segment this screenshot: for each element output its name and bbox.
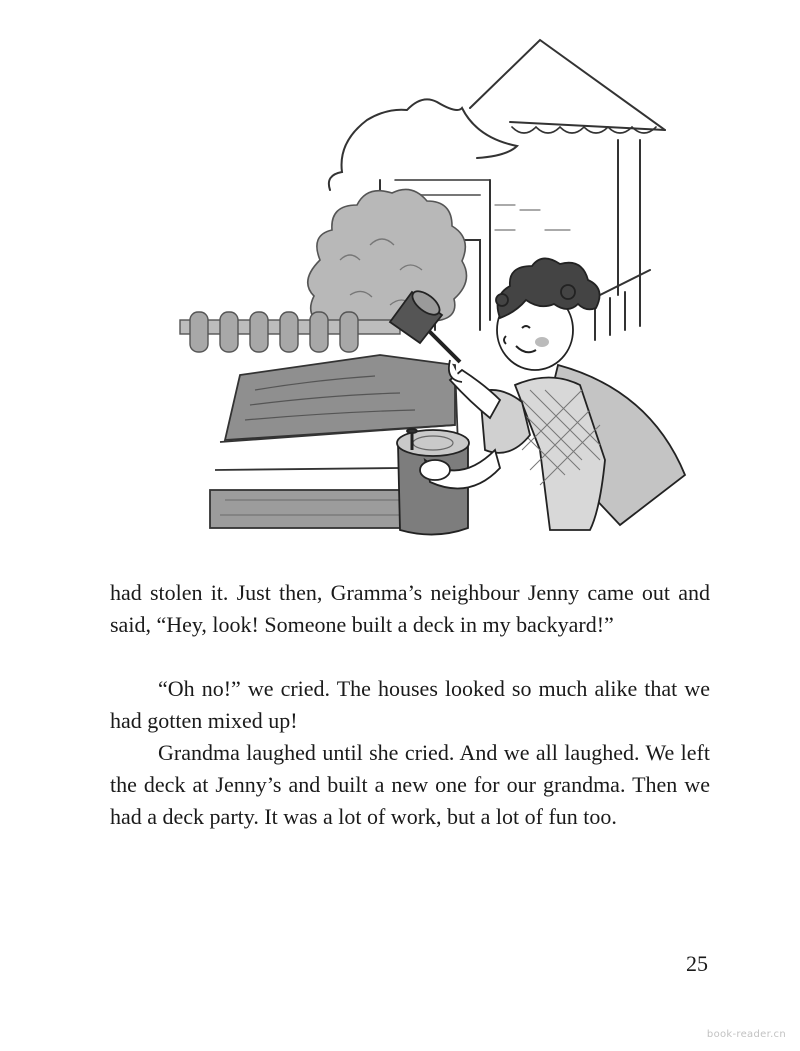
page-number: 25 bbox=[686, 951, 708, 976]
story-paragraph-2: “Oh no!” we cried. The houses looked so much alike that we had gotten mixed up! bbox=[110, 676, 710, 733]
boy-illustration bbox=[420, 258, 685, 530]
story-paragraph-3: Grandma laughed until she cried. And we all laughed. We left the deck at Jenny’s and built a new one for our grandma. Then we had a deck party. It was a lot of work, but a lot of fun too. bbox=[110, 740, 710, 829]
watermark: book-reader.cn bbox=[706, 1029, 786, 1040]
story-paragraph-1: had stolen it. Just then, Gramma’s neighbour Jenny came out and said, “Hey, look! Someone built a deck in my backyard!” bbox=[110, 580, 710, 637]
bush-illustration bbox=[308, 189, 467, 326]
boy-building-deck-illustration bbox=[150, 30, 700, 550]
